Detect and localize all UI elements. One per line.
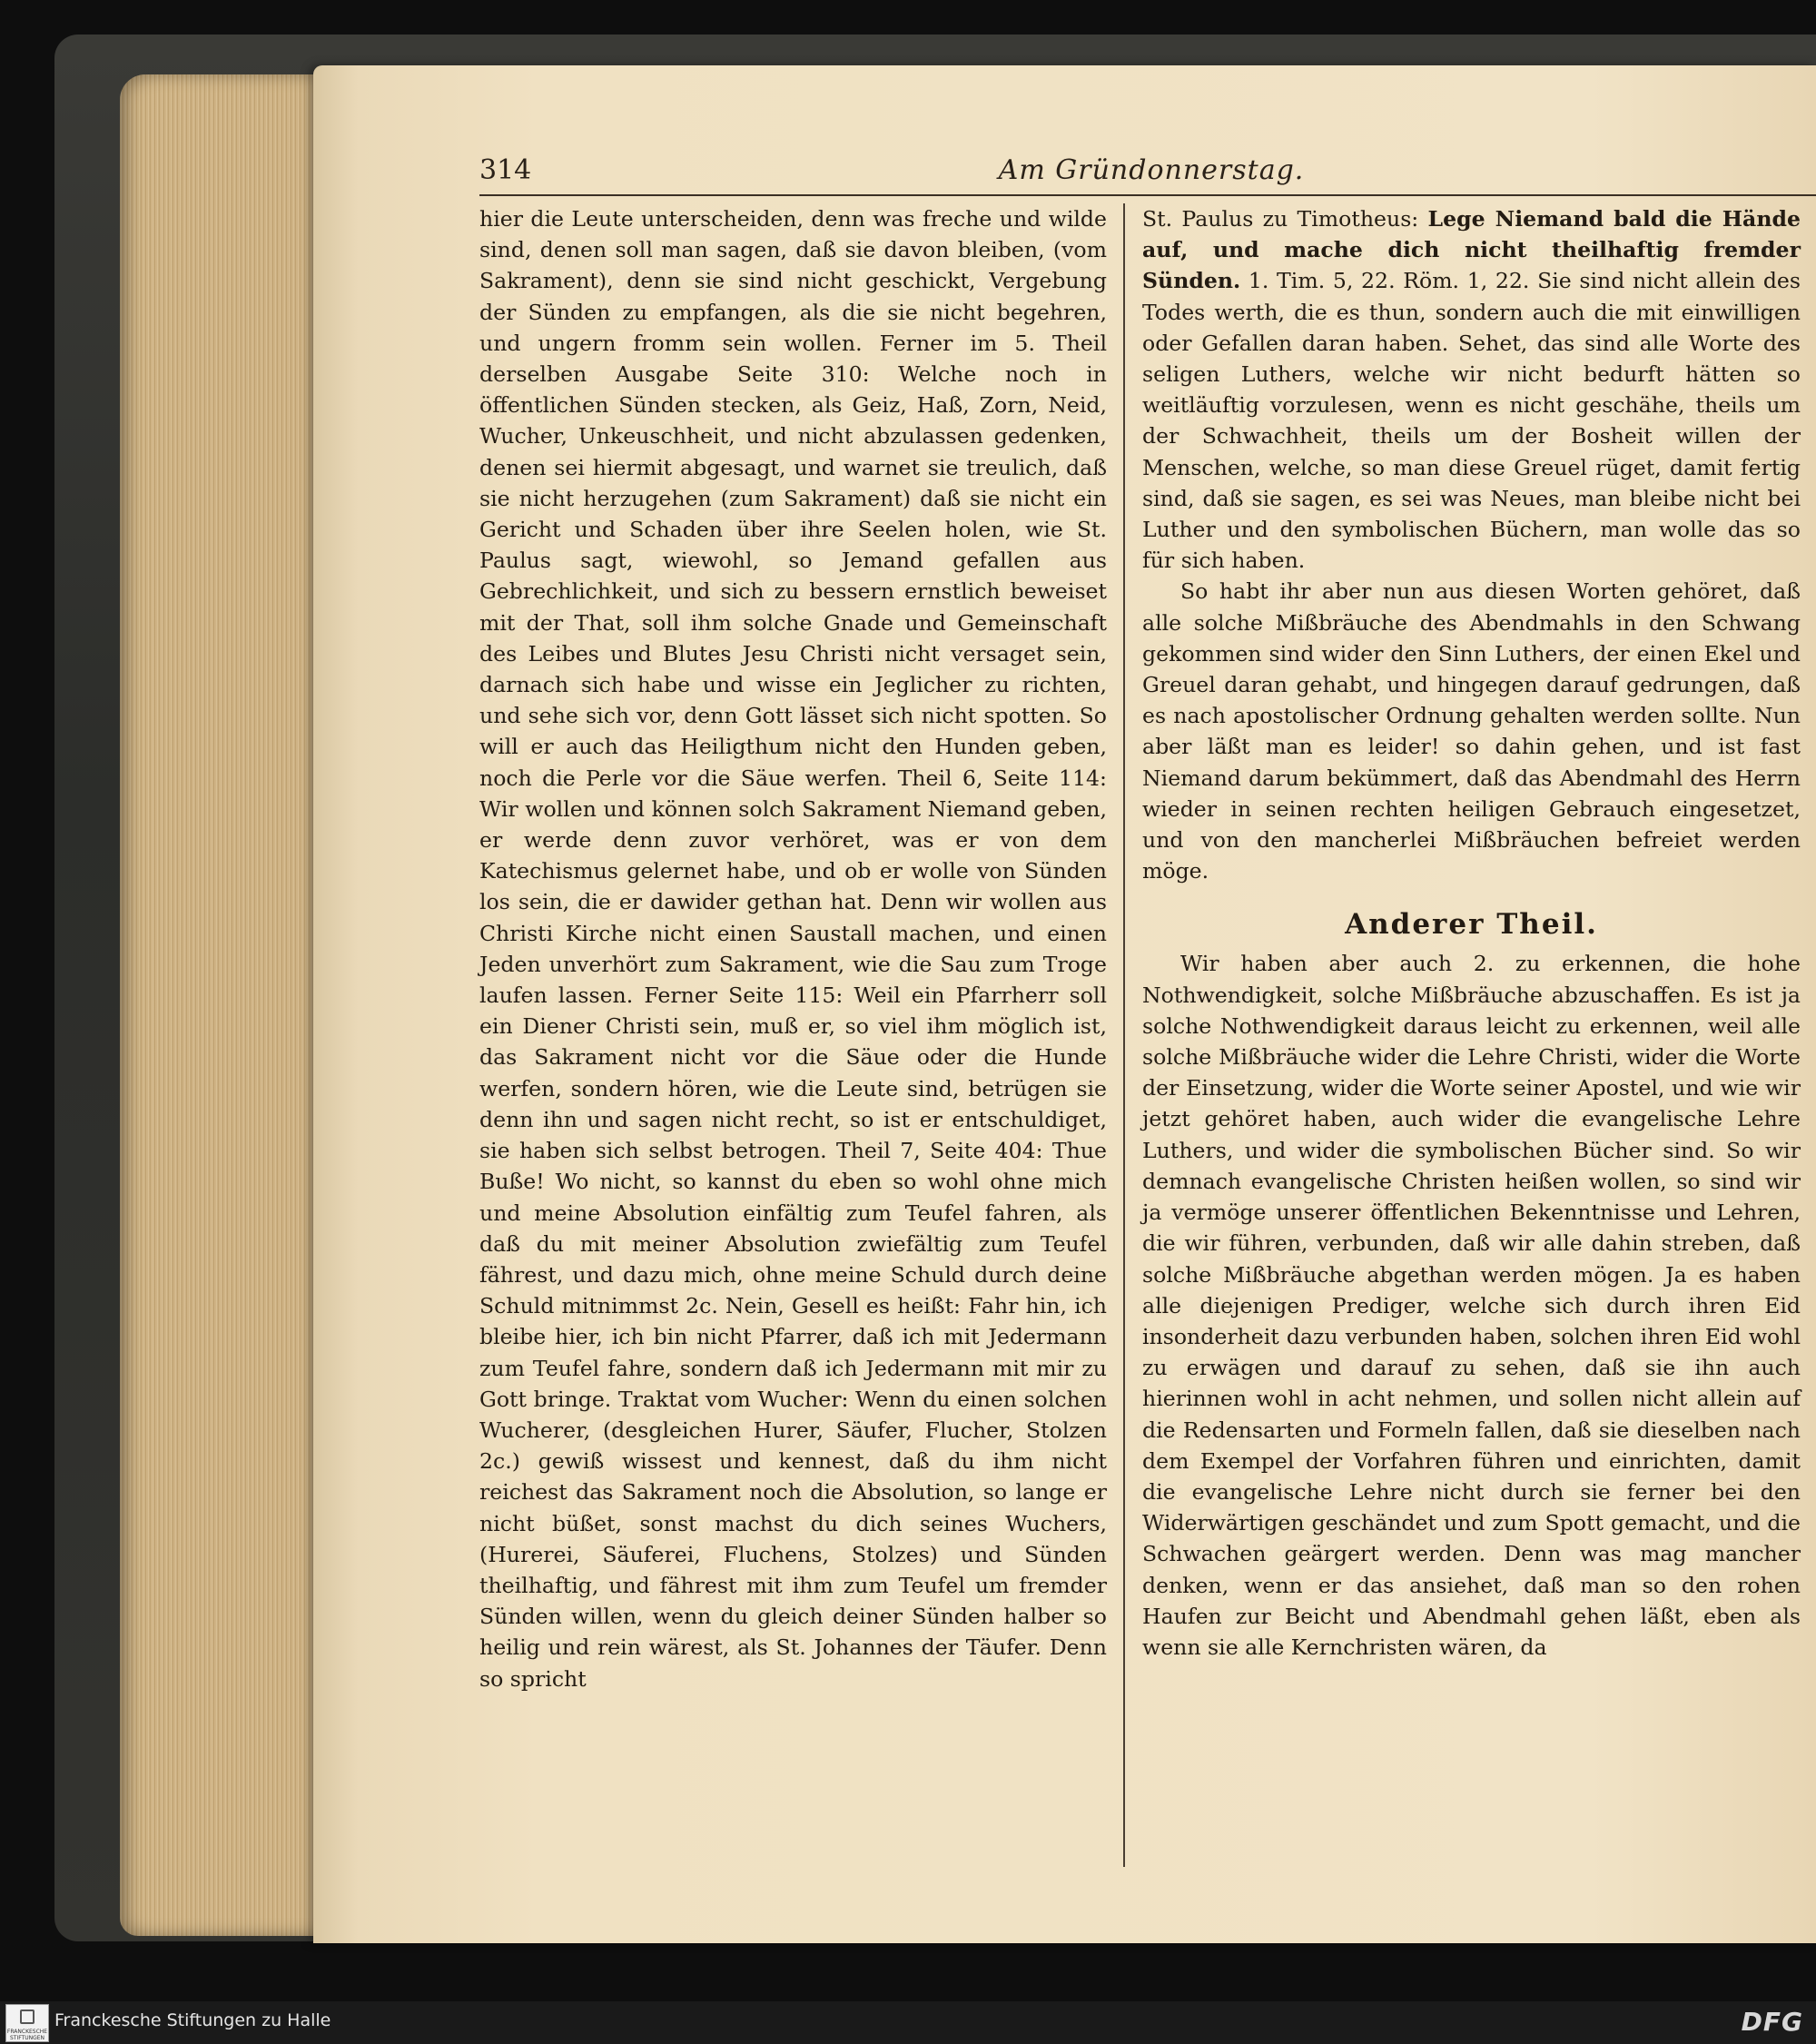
left-column [479, 203, 1107, 1694]
page-header [479, 145, 1816, 200]
logo-caption: FRANCKESCHE STIFTUNGEN [6, 2029, 48, 2041]
page-edges [120, 74, 329, 1936]
dfg-logo[interactable]: DFG [1741, 2007, 1803, 2037]
paragraph-1 [1142, 203, 1801, 576]
book-page [313, 65, 1816, 1943]
scripture-quote: Lege Niemand bald die Hände auf, und mache dich nicht theilhaftig fremder Sünden. [1142, 206, 1801, 294]
section-heading: Anderer Theil. [1345, 908, 1598, 942]
paragraph-1-rest: 1. Tim. 5, 22. Röm. 1, 22. Sie sind nicht allein des Todes werth, die es thun, sondern auch die mit einwilligen oder Gefallen daran haben. Sehet, das sind alle Worte des seligen Luthers, welche wir nicht bedurft hätten so weitläuftig vorzulesen, wenn es nicht geschähe, theils um der Schwachheit, theils um der Bosheit willen der Menschen, welche, so man diese Greuel rüget, damit fertig sind, daß sie sagen, es sei was Neues, man bleibe nicht bei Luther und den symbolischen Büchern, man wolle das so für sich haben. [1142, 268, 1801, 574]
paragraph-2: So habt ihr aber nun aus diesen Worten gehöret, daß alle solche Mißbräuche des Abendmahls in den Schwang gekommen sind wider den Sinn Luthers, der einen Ekel und Greuel daran gehabt, und hingegen darauf gedrungen, daß es nach apostolischer Ordnung gehalten werden sollte. Nun aber läßt man es leider! so dahin gehen, und ist fast Niemand darum bekümmert, daß das Abendmahl des Herrn wieder in seinen rechten heiligen Gebrauch eingesetzet, und von den mancherlei Mißbräuchen befreiet werden möge. [1142, 578, 1801, 884]
running-title: Am Gründonnerstag. [998, 154, 1305, 186]
paragraph-3: Wir haben aber auch 2. zu erkennen, die hohe Nothwendigkeit, solche Mißbräuche abzuschaffen. Es ist ja solche Nothwendigkeit daraus leicht zu erkennen, weil alle solche Mißbräuche wider die Lehre Christi, wider die Worte der Einsetzung, wider die Worte seiner Apostel, und wie wir jetzt gehöret haben, auch wider die evangelische Lehre Luthers, und wider die symbolischen Bücher sind. So wir demnach evangelische Christen heißen wollen, so sind wir ja vermöge unserer öffentlichen Bekenntnisse und Lehren, die wir führen, verbunden, daß wir alle dahin streben, daß solche Mißbräuche abgethan werden mögen. Ja es haben alle diejenigen Prediger, welche sich durch ihren Eid insonderheit dazu verbunden haben, solchen ihren Eid wohl zu erwägen und darauf zu sehen, daß sie ihn auch hierinnen wohl in acht nehmen, und sollen nicht allein auf die Redensarten und Formeln fallen, daß sie dieselben nach dem Exempel der Vorfahren führen und einrichten, damit die evangelische Lehre nicht durch sie ferner bei den Widerwärtigen geschändet und zum Spott gemacht, und die Schwachen geärgert werden. Denn was mag mancher denken, wenn er das ansiehet, daß man so den rohen Haufen zur Beicht und Abendmahl gehen läßt, eben als wenn sie alle Kernchristen wären, da [1142, 951, 1801, 1660]
institution-link[interactable]: Franckesche Stiftungen zu Halle [54, 2010, 331, 2030]
right-column [1142, 203, 1801, 1663]
logo-mark-icon [20, 2009, 35, 2024]
left-column-text: hier die Leute unterscheiden, denn was freche und wilde sind, denen soll man sagen, daß sie davon bleiben, (vom Sakrament), denn sie sind nicht geschickt, Vergebung der Sünden zu empfangen, als die sie nicht begehren, und ungern fromm sein wollen. Ferner im 5. Theil derselben Ausgabe Seite 310: Welche noch in öffentlichen Sünden stecken, als Geiz, Haß, Zorn, Neid, Wucher, Unkeuschheit, und nicht abzulassen gedenken, denen sei hiermit abgesagt, und warnet sie treulich, daß sie nicht herzugehen (zum Sakrament) daß sie nicht ein Gericht und Schaden über ihre Seelen holen, wie St. Paulus sagt, wiewohl, so Jemand gefallen aus Gebrechlichkeit, und sich zu bessern ernstlich beweiset mit der That, soll ihm solche Gnade und Gemeinschaft des Leibes und Blutes Jesu Christi nicht versaget sein, darnach sich habe und wisse ein Jeglicher zu richten, und sehe sich vor, denn Gott lässet sich nicht spotten. So will er auch das Heiligthum nicht den Hunden geben, noch die Perle vor die Säue werfen. Theil 6, Seite 114: Wir wollen und können solch Sakrament Niemand geben, er werde denn zuvor verhöret, was er von dem Katechismus gelernet habe, und ob er wolle von Sünden los sein, die er dawider gethan hat. Denn wir wollen aus Christi Kirche nicht einen Saustall machen, und einen Jeden unverhört zum Sakrament, wie die Sau zum Troge laufen lassen. Ferner Seite 115: Weil ein Pfarrherr soll ein Diener Christi sein, muß er, so viel ihm möglich ist, das Sakrament nicht vor die Säue oder die Hunde werfen, sondern hören, wie die Leute sind, betrügen sie denn ihn und sagen nicht recht, so ist er entschuldiget, sie haben sich selbst betrogen. Theil 7, Seite 404: Thue Buße! Wo nicht, so kannst du eben so wohl ohne mich und meine Absolution einfältig zum Teufel fahren, als daß du mit meiner Absolution zwiefältig zum Teufel fährest, und dazu mich, ohne meine Schuld durch deine Schuld mitnimmst 2c. Nein, Gesell es heißt: Fahr hin, ich bleibe hier, ich bin nicht Pfarrer, daß ich mit Jedermann zum Teufel fahre, sondern daß ich Jedermann mit mir zu Gott bringe. Traktat vom Wucher: Wenn du einen solchen Wucherer, (desgleichen Hurer, Säufer, Flucher, Stolzen 2c.) gewiß wissest und kennest, daß du ihm nicht reichest das Sakrament noch die Absolution, so lange er nicht büßet, sonst machst du dich seines Wuchers, (Hurerei, Säuferei, Fluchens, Stolzes) und Sünden theilhaftig, und fährest mit ihm zum Teufel um fremder Sünden willen, wenn du gleich deiner Sünden halber so heilig und rein wärest, als St. Johannes der Täufer. Denn so spricht [479, 206, 1107, 1692]
page-number: 314 [479, 154, 532, 186]
paragraph-1-start: St. Paulus zu Timotheus: [1142, 206, 1428, 232]
column-divider [1123, 203, 1125, 1867]
institution-logo[interactable] [5, 2004, 49, 2042]
header-rule [479, 194, 1816, 196]
